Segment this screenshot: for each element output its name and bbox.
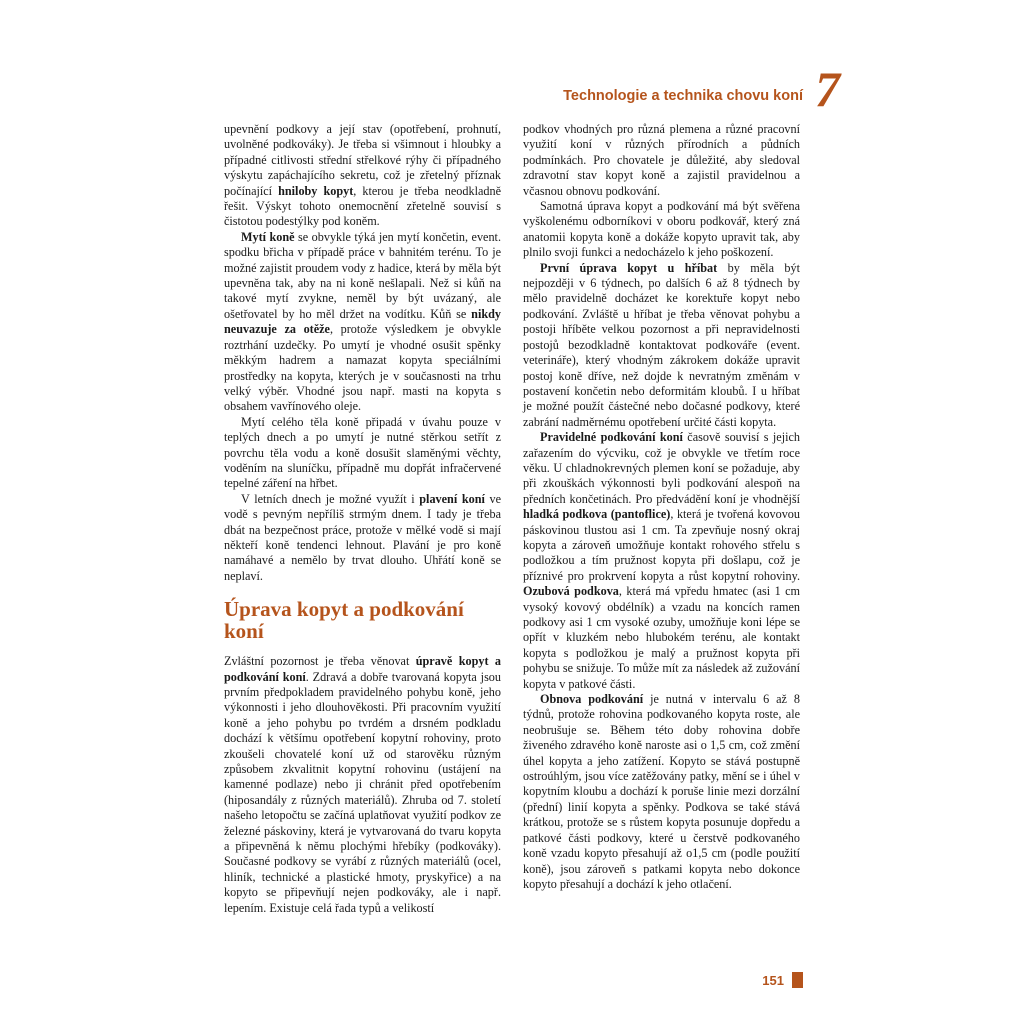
bold-term: První úprava kopyt u hříbat [540,260,718,275]
paragraph: Zvláštní pozornost je třeba věnovat úpravě kopyt a podkování koní. Zdravá a dobře tvarovaná kopyta jsou prvním předpokladem pravidelného pohybu koně, jeho výkonnosti i jeho dlouhověkosti. Při pracovním využití koně a jeho pohybu po tvrdém a drsném podkladu dochází k většímu opotřebení kopytní rohoviny, proto zkoušeli chovatelé koní už od starověku různým způsobem zkvalitnit kopytní rohovinu (ustájení na kamenné podlaze) nebo ji chránit před opotřebením (hiposandály z různých materiálů). Zhruba od 7. století našeho letopočtu se začíná uplatňovat využití podkov ze železné páskoviny, která je vytvarovaná do tvaru kopyta a připevněná k němu plochými hřebíky (podkováky). Současné podkovy se vyrábí z různých materiálů (ocel, hliník, technické a plastické hmoty, pryskyřice) a na kopyto se připevňují nejen podkováky, ale i např. lepením. Existuje celá řada typů a velikostí [224,654,501,915]
left-column [224,122,501,916]
page-number: 151 [762,972,784,988]
bold-term: Ozubová podkova [523,584,619,599]
bold-term: plavení koní [419,491,485,506]
paragraph: Samotná úprava kopyt a podkování má být svěřena vyškolenému odborníkovi v oboru podkovář, který zná anatomii kopyta koně a dokáže kopyto upravit tak, aby plnilo svoji funkci a nedocházelo k jeho poškození. [523,199,800,260]
bold-term: nikdy neuvazuje za otěže [224,306,501,337]
page-footer [762,972,803,988]
bold-term: Mytí koně [241,229,295,244]
paragraph: Mytí koně se obvykle týká jen mytí končetin, event. spodku břicha v případě práce v bahnitém terénu. To je možné zajistit proudem vody z hadice, která by měla být upevněna tak, aby na ni koně nešlapali. Než si kůň na takové mytí zvykne, neměl by být uvázaný, ale ošetřovatel by ho měl držet na vodítku. Kůň se nikdy neuvazuje za otěže, protože výsledkem je obvykle roztrhání uzdečky. Po umytí je vhodné osušit spěnky měkkým hadrem a namazat kopyta speciálními prostředky na kopyta, kterých je v současnosti na trhu velký výběr. Vhodné jsou např. masti na kopyta s obsahem vavřínového oleje. [224,229,501,414]
chapter-number: 7 [815,61,840,117]
paragraph: podkov vhodných pro různá plemena a různé pracovní využití koní v různých přírodních a půdních podmínkách. Pro chovatele je důležité, aby sledoval zdravotní stav kopyt koně a zajistil pravidelnou a včasnou obnovu podkování. [523,122,800,198]
paragraph: Pravidelné podkování koní časově souvisí s jejich zařazením do výcviku, což je obvykle ve třetím roce věku. U chladnokrevných plemen koní se požaduje, aby při zkouškách výkonnosti byli podkování alespoň na předních končetinách. Pro předvádění koní je vhodnější hladká podkova (pantoflice), která je tvořená kovovou páskovinou tlustou asi 1 cm. Ta zpevňuje nosný okraj kopyta a zároveň umožňuje kontakt rohového střelu s podložkou a tím pružnost kopyta při došlapu, což je příznivé pro prokrvení kopyta a růst kopytní rohoviny. Ozubová podkova, která má vpředu hmatec (asi 1 cm vysoký kovový obdélník) a vzadu na koncích ramen podkovy asi 1 cm vysoké ozuby, umožňuje koni lépe se opřít v kluzkém nebo hlubokém terénu, ale kontakt kopyta s podložkou je malý a pružnost kopyta při pohybu se snižuje. To může mít za následek až zužování kopyta v patkové části. [523,430,801,691]
bold-term: Obnova podkování [540,692,644,707]
bold-term: Pravidelné podkování koní [540,430,683,445]
bold-term: hniloby kopyt [278,183,354,198]
right-column [523,122,800,892]
section-heading: Úprava kopyt a podkování koní [224,597,464,644]
running-head [563,56,840,117]
paragraph: První úprava kopyt u hříbat by měla být nejpozději v 6 týdnech, po dalších 6 až 8 týdnech by mělo pravidelně docházet ke korektuře kopyt nebo podkování. Zvláště u hříbat je třeba věnovat pohybu a postoji hříběte velkou pozornost a při nepravidelnosti postojů bezodkladně kontaktovat podkováře (event. veterináře), který vhodným zákrokem dokáže upravit postoj koně dříve, než dojde k nevratným změnám v postavení končetin nebo deformitám kloubů. I u hříbat je možné použít částečné nebo dočasné podkovy, které zabrání nadměrnému opotřebení určité části kopyta. [523,260,800,429]
paragraph: upevnění podkovy a její stav (opotřebení, prohnutí, uvolněné podkováky). Je třeba si všimnout i hloubky a případné citlivosti střední střelkové rýhy či případného výskytu zapáchajícího sekretu, což je zřetelný příznak počínající hniloby kopyt, kterou je třeba neodkladně řešit. Výskyt tohoto onemocnění zřetelně souvisí s čistotou podestýlky pod koněm. [224,122,501,229]
bold-term: hladká podkova (pantoflice) [523,507,671,522]
paragraph: V letních dnech je možné využít i plavení koní ve vodě s pevným nepříliš strmým dnem. I tady je třeba dbát na bezpečnost práce, protože v mělké vodě si mají někteří koně tendenci lehnout. Plavání je pro koně namáhavé a nemělo by trvat dlouho. Uhřátí koně se neplaví. [224,491,501,583]
page-marker [792,972,803,988]
running-title: Technologie a technika chovu koní [563,87,803,104]
paragraph: Mytí celého těla koně připadá v úvahu pouze v teplých dnech a po umytí je nutné stěrkou setřít z povrchu těla vodu a koně dosušit slaměnými věchty, voděním na sluníčku, případně mu dopřát infračervené tepelné záření na hřbet. [224,414,501,491]
paragraph: Obnova podkování je nutná v intervalu 6 až 8 týdnů, protože rohovina podkovaného kopyta roste, ale neobrušuje se. Během této doby rohovina dobře živeného zdravého koně naroste asi o 1,5 cm, což změní úhel kopyta a jeho zatížení. Kopyto se stává postupně ostroúhlým, jsou více zatěžovány patky, mění se i úhel v kopytním kloubu a dochází k poruše linie mezi dorzální (přední) linií kopyta a spěnky. Podkova se také stává krátkou, protože se s růstem kopyta posunuje dopředu a patkové části podkovy, které u čerstvě podkovaného koně vzadu kopyto přesahují až o1,5 cm (podle použití koně), jsou zároveň s patkami kopyta nebo dokonce kopyto přesahují a dochází k jeho otlačení. [523,692,800,891]
bold-term: úpravě kopyt a podkování koní [224,654,501,684]
